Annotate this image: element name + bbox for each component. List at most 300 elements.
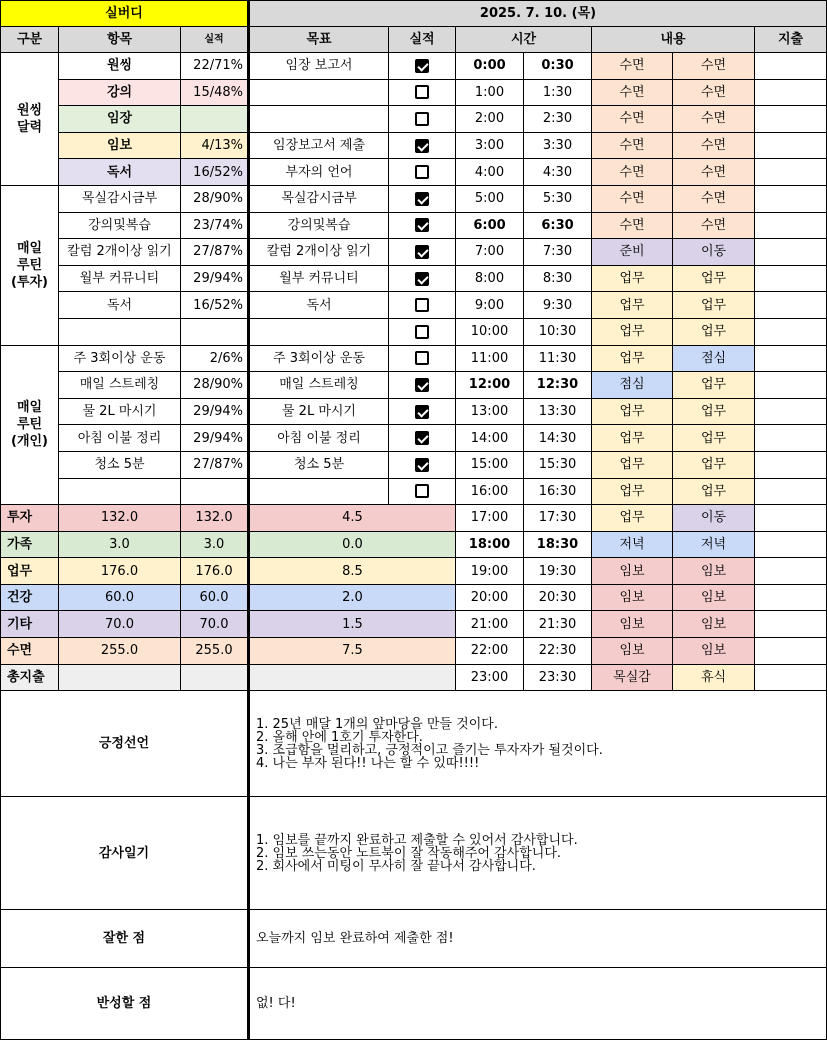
content-first-half: 임보 [592, 558, 673, 585]
table-row [1, 664, 827, 691]
section-label [1, 53, 59, 186]
content-first-half: 저녁 [592, 531, 673, 558]
expense-cell[interactable] [755, 664, 827, 691]
time-start: 5:00 [456, 185, 524, 212]
goal-text: 임장보고서 제출 [249, 132, 389, 159]
item-label [59, 318, 181, 345]
item-label: 목실감시금부 [59, 185, 181, 212]
item-label: 월부 커뮤니티 [59, 265, 181, 292]
expense-cell[interactable] [755, 265, 827, 292]
content-second-half: 이동 [673, 505, 755, 532]
summary-value-b: 132.0 [181, 505, 249, 532]
item-stat [181, 318, 249, 345]
content-first-half: 임보 [592, 638, 673, 665]
item-label: 독서 [59, 159, 181, 186]
content-first-half: 업무 [592, 505, 673, 532]
goal-text: 독서 [249, 292, 389, 319]
time-end: 2:30 [524, 106, 592, 133]
item-stat: 28/90% [181, 372, 249, 399]
expense-cell[interactable] [755, 185, 827, 212]
time-end: 19:30 [524, 558, 592, 585]
table-row [1, 910, 827, 968]
summary-value-a: 132.0 [59, 505, 181, 532]
time-end: 7:30 [524, 239, 592, 266]
time-end: 12:30 [524, 372, 592, 399]
item-stat: 2/6% [181, 345, 249, 372]
actual-checkbox-cell [389, 212, 456, 239]
summary-value-b: 3.0 [181, 531, 249, 558]
expense-cell[interactable] [755, 584, 827, 611]
affirmation-line: 3. 조급함을 멀리하고, 긍정적이고 즐기는 투자자가 될것이다. [256, 742, 603, 758]
checkbox[interactable] [415, 112, 429, 126]
content-first-half: 수면 [592, 159, 673, 186]
time-start: 7:00 [456, 239, 524, 266]
summary-value-a: 60.0 [59, 584, 181, 611]
time-start: 11:00 [456, 345, 524, 372]
time-start: 10:00 [456, 318, 524, 345]
content-first-half: 임보 [592, 584, 673, 611]
table-row [1, 1, 827, 27]
summary-value-a: 3.0 [59, 531, 181, 558]
section-label [1, 185, 59, 345]
item-stat [181, 478, 249, 505]
content-second-half: 저녁 [673, 531, 755, 558]
summary-value-b: 70.0 [181, 611, 249, 638]
table-row [1, 159, 827, 186]
actual-checkbox-cell [389, 372, 456, 399]
time-end: 6:30 [524, 212, 592, 239]
actual-checkbox-cell [389, 239, 456, 266]
time-start: 15:00 [456, 451, 524, 478]
time-end: 14:30 [524, 425, 592, 452]
content-second-half: 점심 [673, 345, 755, 372]
goal-text: 청소 5분 [249, 451, 389, 478]
summary-value-b: 60.0 [181, 584, 249, 611]
content-second-half: 수면 [673, 53, 755, 80]
content-first-half: 준비 [592, 239, 673, 266]
summary-value-b [181, 664, 249, 691]
actual-checkbox-cell [389, 318, 456, 345]
expense-cell[interactable] [755, 638, 827, 665]
goal-text: 부자의 언어 [249, 159, 389, 186]
reflection-text: 없! 다! [256, 996, 296, 1012]
item-label: 임장 [59, 106, 181, 133]
item-stat: 29/94% [181, 398, 249, 425]
goal-text: 주 3회이상 운동 [249, 345, 389, 372]
expense-cell[interactable] [755, 79, 827, 106]
time-start: 14:00 [456, 425, 524, 452]
time-end: 15:30 [524, 451, 592, 478]
goal-text [249, 79, 389, 106]
table-row [1, 968, 827, 1040]
goal-text: 칼럼 2개이상 읽기 [249, 239, 389, 266]
time-end: 3:30 [524, 132, 592, 159]
col-time-header: 시간 [456, 27, 592, 53]
checkbox[interactable] [415, 458, 429, 472]
reflection-label: 반성할 점 [1, 968, 249, 1040]
content-second-half: 수면 [673, 185, 755, 212]
item-label: 매일 스트레칭 [59, 372, 181, 399]
table-row [1, 27, 827, 53]
checkbox[interactable] [415, 59, 429, 73]
summary-value-c: 1.5 [249, 611, 456, 638]
content-first-half: 업무 [592, 292, 673, 319]
summary-label: 가족 [1, 531, 59, 558]
actual-checkbox-cell [389, 79, 456, 106]
item-label: 강의 [59, 79, 181, 106]
content-second-half: 업무 [673, 451, 755, 478]
summary-label: 수면 [1, 638, 59, 665]
item-stat: 27/87% [181, 239, 249, 266]
time-start: 19:00 [456, 558, 524, 585]
content-second-half: 업무 [673, 372, 755, 399]
item-label: 임보 [59, 132, 181, 159]
gratitude-line: 2. 회사에서 미팅이 무사히 잘 끝나서 감사합니다. [256, 858, 536, 874]
table-row [1, 638, 827, 665]
checkbox[interactable] [415, 325, 429, 339]
table-row [1, 478, 827, 505]
item-stat: 29/94% [181, 425, 249, 452]
item-label: 독서 [59, 292, 181, 319]
content-second-half: 수면 [673, 79, 755, 106]
content-second-half: 업무 [673, 292, 755, 319]
content-first-half: 수면 [592, 132, 673, 159]
actual-checkbox-cell [389, 478, 456, 505]
content-first-half: 업무 [592, 318, 673, 345]
content-first-half: 목실감 [592, 664, 673, 691]
item-label: 물 2L 마시기 [59, 398, 181, 425]
item-stat: 23/74% [181, 212, 249, 239]
item-label: 주 3회이상 운동 [59, 345, 181, 372]
gratitude-line: 2. 임보 쓰는동안 노트북이 잘 작동해주어 감사합니다. [256, 845, 562, 861]
actual-checkbox-cell [389, 292, 456, 319]
actual-checkbox-cell [389, 451, 456, 478]
time-start: 18:00 [456, 531, 524, 558]
table-row [1, 318, 827, 345]
item-stat [181, 106, 249, 133]
time-end: 16:30 [524, 478, 592, 505]
summary-label: 총지출 [1, 664, 59, 691]
item-stat: 15/48% [181, 79, 249, 106]
content-first-half: 업무 [592, 425, 673, 452]
content-second-half: 업무 [673, 478, 755, 505]
goal-text: 월부 커뮤니티 [249, 265, 389, 292]
content-second-half: 수면 [673, 159, 755, 186]
actual-checkbox-cell [389, 185, 456, 212]
goal-text: 목실감시금부 [249, 185, 389, 212]
item-label: 아침 이불 정리 [59, 425, 181, 452]
content-first-half: 임보 [592, 611, 673, 638]
time-start: 2:00 [456, 106, 524, 133]
content-second-half: 임보 [673, 584, 755, 611]
time-end: 0:30 [524, 53, 592, 80]
summary-value-c: 4.5 [249, 505, 456, 532]
time-end: 9:30 [524, 292, 592, 319]
time-start: 9:00 [456, 292, 524, 319]
actual-checkbox-cell [389, 132, 456, 159]
content-first-half: 업무 [592, 265, 673, 292]
table-row [1, 239, 827, 266]
checkbox[interactable] [415, 85, 429, 99]
item-stat: 29/94% [181, 265, 249, 292]
time-end: 18:30 [524, 531, 592, 558]
expense-cell[interactable] [755, 212, 827, 239]
item-stat: 22/71% [181, 53, 249, 80]
summary-value-c [249, 664, 456, 691]
expense-cell[interactable] [755, 239, 827, 266]
expense-cell[interactable] [755, 558, 827, 585]
table-row [1, 106, 827, 133]
table-row [1, 132, 827, 159]
expense-cell[interactable] [755, 132, 827, 159]
summary-label: 업무 [1, 558, 59, 585]
goal-text [249, 478, 389, 505]
affirmation-label: 긍정선언 [1, 691, 249, 797]
col-stat-header: 실적 [181, 27, 249, 53]
gratitude-label: 감사일기 [1, 797, 249, 910]
content-second-half: 임보 [673, 558, 755, 585]
summary-value-a: 176.0 [59, 558, 181, 585]
well-done-content[interactable] [249, 910, 827, 968]
time-start: 4:00 [456, 159, 524, 186]
table-row [1, 265, 827, 292]
col-content-header: 내용 [592, 27, 755, 53]
checkbox[interactable] [415, 405, 429, 419]
content-second-half: 임보 [673, 638, 755, 665]
section-label-line: 달력 [16, 119, 43, 135]
summary-value-a: 70.0 [59, 611, 181, 638]
content-first-half: 업무 [592, 451, 673, 478]
table-row [1, 212, 827, 239]
time-start: 1:00 [456, 79, 524, 106]
content-second-half: 휴식 [673, 664, 755, 691]
time-start: 17:00 [456, 505, 524, 532]
item-stat: 28/90% [181, 185, 249, 212]
reflection-content[interactable] [249, 968, 827, 1040]
time-end: 17:30 [524, 505, 592, 532]
checkbox[interactable] [415, 298, 429, 312]
time-start: 22:00 [456, 638, 524, 665]
checkbox[interactable] [415, 431, 429, 445]
summary-value-a: 255.0 [59, 638, 181, 665]
actual-checkbox-cell [389, 425, 456, 452]
goal-text: 물 2L 마시기 [249, 398, 389, 425]
item-label: 청소 5분 [59, 451, 181, 478]
content-second-half: 수면 [673, 106, 755, 133]
section-label-line: 루틴 [16, 417, 43, 433]
expense-cell[interactable] [755, 318, 827, 345]
table-row [1, 345, 827, 372]
summary-label: 건강 [1, 584, 59, 611]
time-start: 16:00 [456, 478, 524, 505]
section-label [1, 345, 59, 505]
affirmation-line: 1. 25년 매달 1개의 앞마당을 만들 것이다. [256, 716, 498, 732]
summary-value-b: 255.0 [181, 638, 249, 665]
time-end: 22:30 [524, 638, 592, 665]
section-label-line: 루틴 [16, 257, 43, 273]
section-label-line: 매일 [16, 400, 43, 416]
affirmation-line: 4. 나는 부자 된다!! 나는 할 수 있따!!!! [256, 755, 480, 771]
checkbox[interactable] [415, 272, 429, 286]
col-category-header: 구분 [1, 27, 59, 53]
item-stat: 27/87% [181, 451, 249, 478]
table-row [1, 79, 827, 106]
table-row [1, 53, 827, 80]
item-label: 원씽 [59, 53, 181, 80]
col-item-header: 항목 [59, 27, 181, 53]
checkbox[interactable] [415, 192, 429, 206]
goal-text: 아침 이불 정리 [249, 425, 389, 452]
well-done-label: 잘한 점 [1, 910, 249, 968]
content-first-half: 점심 [592, 372, 673, 399]
expense-cell[interactable] [755, 425, 827, 452]
content-second-half: 업무 [673, 318, 755, 345]
content-second-half: 업무 [673, 425, 755, 452]
table-row [1, 531, 827, 558]
time-end: 10:30 [524, 318, 592, 345]
table-row [1, 691, 827, 797]
expense-cell[interactable] [755, 611, 827, 638]
summary-label: 기타 [1, 611, 59, 638]
section-label-line: (개인) [11, 434, 48, 450]
item-stat: 16/52% [181, 159, 249, 186]
content-first-half: 업무 [592, 398, 673, 425]
checkbox[interactable] [415, 245, 429, 259]
table-row [1, 505, 827, 532]
item-stat: 16/52% [181, 292, 249, 319]
table-row [1, 797, 827, 910]
time-start: 12:00 [456, 372, 524, 399]
section-label-line: (투자) [11, 274, 48, 290]
actual-checkbox-cell [389, 345, 456, 372]
item-stat: 4/13% [181, 132, 249, 159]
item-label [59, 478, 181, 505]
content-second-half: 수면 [673, 132, 755, 159]
goal-text [249, 106, 389, 133]
content-first-half: 업무 [592, 345, 673, 372]
content-second-half: 업무 [673, 398, 755, 425]
gratitude-content[interactable] [249, 797, 827, 910]
content-first-half: 수면 [592, 79, 673, 106]
content-second-half: 업무 [673, 265, 755, 292]
checkbox[interactable] [415, 484, 429, 498]
checkbox[interactable] [415, 218, 429, 232]
summary-value-c: 0.0 [249, 531, 456, 558]
table-row [1, 611, 827, 638]
content-second-half: 이동 [673, 239, 755, 266]
table-row [1, 425, 827, 452]
table-row [1, 185, 827, 212]
time-start: 20:00 [456, 584, 524, 611]
time-start: 0:00 [456, 53, 524, 80]
table-row [1, 398, 827, 425]
content-first-half: 수면 [592, 53, 673, 80]
time-end: 4:30 [524, 159, 592, 186]
checkbox[interactable] [415, 165, 429, 179]
expense-cell[interactable] [755, 372, 827, 399]
time-end: 5:30 [524, 185, 592, 212]
content-first-half: 수면 [592, 106, 673, 133]
item-label: 강의및복습 [59, 212, 181, 239]
time-end: 1:30 [524, 79, 592, 106]
time-end: 23:30 [524, 664, 592, 691]
section-label-line: 매일 [16, 240, 43, 256]
expense-cell[interactable] [755, 292, 827, 319]
time-end: 13:30 [524, 398, 592, 425]
col-actual-header: 실적 [389, 27, 456, 53]
actual-checkbox-cell [389, 265, 456, 292]
actual-checkbox-cell [389, 106, 456, 133]
content-first-half: 업무 [592, 478, 673, 505]
checkbox[interactable] [415, 139, 429, 153]
summary-value-b: 176.0 [181, 558, 249, 585]
col-expense-header: 지출 [755, 27, 827, 53]
content-first-half: 수면 [592, 212, 673, 239]
checkbox[interactable] [415, 351, 429, 365]
expense-cell[interactable] [755, 345, 827, 372]
expense-cell[interactable] [755, 398, 827, 425]
goal-text: 매일 스트레칭 [249, 372, 389, 399]
expense-cell[interactable] [755, 478, 827, 505]
expense-cell[interactable] [755, 451, 827, 478]
checkbox[interactable] [415, 378, 429, 392]
expense-cell[interactable] [755, 106, 827, 133]
time-end: 11:30 [524, 345, 592, 372]
time-start: 13:00 [456, 398, 524, 425]
expense-cell[interactable] [755, 531, 827, 558]
summary-value-c: 8.5 [249, 558, 456, 585]
time-start: 6:00 [456, 212, 524, 239]
sheet-title: 실버디 [1, 1, 249, 27]
summary-value-c: 7.5 [249, 638, 456, 665]
content-second-half: 임보 [673, 611, 755, 638]
goal-text [249, 318, 389, 345]
gratitude-line: 1. 임보를 끝까지 완료하고 제출할 수 있어서 감사합니다. [256, 832, 578, 848]
item-label: 칼럼 2개이상 읽기 [59, 239, 181, 266]
expense-cell[interactable] [755, 53, 827, 80]
time-start: 23:00 [456, 664, 524, 691]
time-start: 8:00 [456, 265, 524, 292]
col-goal-header: 목표 [249, 27, 389, 53]
table-row [1, 372, 827, 399]
actual-checkbox-cell [389, 53, 456, 80]
table-row [1, 292, 827, 319]
goal-text: 강의및복습 [249, 212, 389, 239]
table-row [1, 558, 827, 585]
section-label-line: 원씽 [16, 102, 43, 118]
time-start: 3:00 [456, 132, 524, 159]
expense-cell[interactable] [755, 505, 827, 532]
time-end: 21:30 [524, 611, 592, 638]
table-row [1, 451, 827, 478]
affirmation-line: 2. 올해 안에 1호기 투자한다. [256, 729, 423, 745]
summary-value-c: 2.0 [249, 584, 456, 611]
affirmation-content[interactable] [249, 691, 827, 797]
date-title: 2025. 7. 10. (목) [249, 1, 827, 27]
expense-cell[interactable] [755, 159, 827, 186]
actual-checkbox-cell [389, 398, 456, 425]
summary-value-a [59, 664, 181, 691]
time-end: 8:30 [524, 265, 592, 292]
actual-checkbox-cell [389, 159, 456, 186]
content-second-half: 수면 [673, 212, 755, 239]
table-row [1, 584, 827, 611]
goal-text: 임장 보고서 [249, 53, 389, 80]
well-done-text: 오늘까지 임보 완료하여 제출한 점! [256, 931, 454, 947]
content-first-half: 수면 [592, 185, 673, 212]
time-end: 20:30 [524, 584, 592, 611]
time-start: 21:00 [456, 611, 524, 638]
